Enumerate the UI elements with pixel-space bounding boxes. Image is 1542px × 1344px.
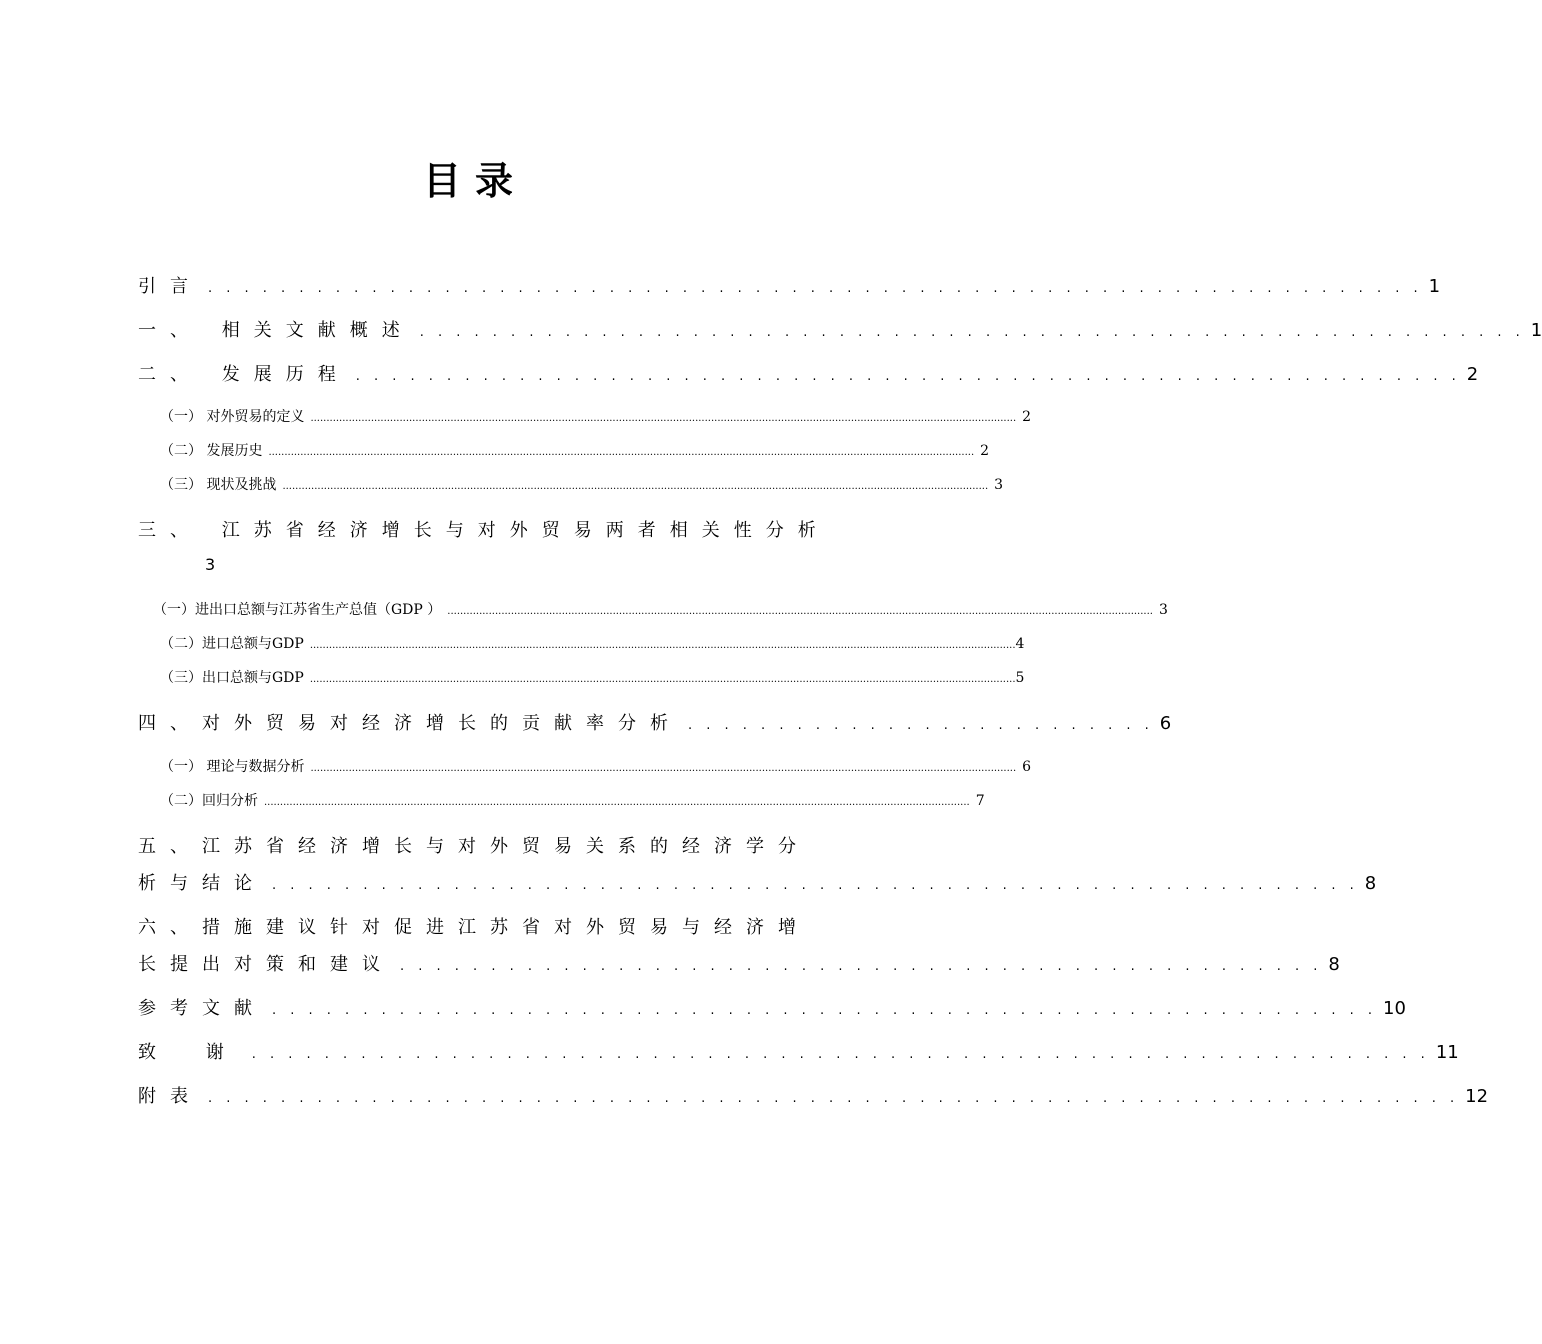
toc-entry-label: 三、 江苏省经济增长与对外贸易两者相关性分析 xyxy=(138,520,830,541)
toc-entry-page: 8 xyxy=(1328,954,1340,975)
toc-entry[interactable] xyxy=(138,709,1172,735)
toc-entry-page: 11 xyxy=(1435,1042,1459,1063)
toc-entry-page: 6 xyxy=(1159,713,1172,734)
toc-entry-page: 8 xyxy=(1364,873,1377,894)
toc-entry-page: 4 xyxy=(1015,636,1025,652)
toc-entry-label: （二）进口总额与GDP xyxy=(160,636,304,652)
toc-entry[interactable] xyxy=(138,869,1377,895)
toc-entry-page: 3 xyxy=(1158,602,1168,618)
toc-entry-label: 一、 相关文献概述 xyxy=(138,320,414,341)
leader-dots: .............................................................................................................................................................................................................................. xyxy=(310,413,1017,424)
toc-entry-label: 五、江苏省经济增长与对外贸易关系的经济学分 xyxy=(138,836,810,857)
leader-dots: .............................................................................................................................................................................................................................. xyxy=(309,674,1016,685)
leader-dots: .............................................................................................................................................................................................................................. xyxy=(310,763,1017,774)
toc-entry-label: 长提出对策和建议 xyxy=(138,954,394,975)
toc-entry[interactable] xyxy=(138,994,1406,1020)
toc-entry-page: 3 xyxy=(994,477,1004,493)
toc-entry-label: 四、对外贸易对经济增长的贡献率分析 xyxy=(138,713,682,734)
leader-dots: .............................................................................................................................................................................................................................. xyxy=(282,481,989,492)
toc-entry-label: （三） 现状及挑战 xyxy=(160,477,277,493)
toc-entry[interactable] xyxy=(160,474,1004,494)
toc-entry-page: 2 xyxy=(1466,364,1479,385)
toc-entry-label: （一）进出口总额与江苏省生产总值（GDP ） xyxy=(153,602,442,618)
toc-entry-page: 3 xyxy=(205,555,216,574)
toc-entry[interactable] xyxy=(138,316,1542,342)
leader-dots: . . . . . . . . . . . . . . . . . . . . . . . . . . . . . . . . . . . . . . . . . . . . . . . . . . . . . . . . . . . . . . . . . xyxy=(251,1047,1430,1062)
toc-entry[interactable] xyxy=(138,950,1340,976)
toc-entry[interactable] xyxy=(138,272,1441,298)
leader-dots: .............................................................................................................................................................................................................................. xyxy=(264,797,970,808)
toc-entry[interactable] xyxy=(160,756,1032,776)
toc-entry-page: 2 xyxy=(980,443,990,459)
toc-entry-page: 10 xyxy=(1383,998,1406,1019)
leader-dots: .............................................................................................................................................................................................................................. xyxy=(309,640,1016,651)
leader-dots: . . . . . . . . . . . . . . . . . . . . . . . . . . . . . . . . . . . . . . . . . . . . . . . . . . . . . . . . . . . . . xyxy=(419,325,1525,340)
toc-entry-page: 1 xyxy=(1530,320,1542,341)
toc-entry-label: （一） 对外贸易的定义 xyxy=(160,409,305,425)
toc-entry-label: （二） 发展历史 xyxy=(160,443,263,459)
leader-dots: . . . . . . . . . . . . . . . . . . . . . . . . . . . . . . . . . . . . . . . . . . . . . . . . . . . . . . . . . . . . . xyxy=(272,1003,1378,1018)
toc-entry[interactable] xyxy=(160,633,1025,653)
toc-entry-label: 六、措施建议针对促进江苏省对外贸易与经济增 xyxy=(138,917,810,938)
toc-entry[interactable] xyxy=(153,599,1168,619)
toc-entry-label: （二）回归分析 xyxy=(160,793,258,809)
toc-entry-label: （一） 理论与数据分析 xyxy=(160,759,305,775)
toc-entry[interactable] xyxy=(160,667,1025,687)
leader-dots: . . . . . . . . . . . . . . . . . . . . . . . . . . . . . . . . . . . . . . . . . . . . . . . . . . . xyxy=(400,959,1323,974)
toc-entry-label: 附表 xyxy=(138,1086,202,1107)
leader-dots: .............................................................................................................................................................................................................................. xyxy=(268,447,975,458)
toc-entry-label: 参考文献 xyxy=(138,998,266,1019)
toc-entry-label: 二、 发展历程 xyxy=(138,364,350,385)
leader-dots: . . . . . . . . . . . . . . . . . . . . . . . . . . xyxy=(688,718,1154,733)
toc-entry-label: 析与结论 xyxy=(138,873,266,894)
toc-entry[interactable] xyxy=(138,360,1479,386)
toc-entry[interactable] xyxy=(138,913,850,939)
toc-entry-page: 5 xyxy=(1015,670,1025,686)
leader-dots: . . . . . . . . . . . . . . . . . . . . . . . . . . . . . . . . . . . . . . . . . . . . . . . . . . . . . . . . . . . . . . . . . . . xyxy=(208,281,1423,296)
toc-entry-page: 1 xyxy=(1428,276,1441,297)
toc-entry[interactable] xyxy=(160,406,1032,426)
toc-entry-label: （三）出口总额与GDP xyxy=(160,670,304,686)
toc-entry-label: 引言 xyxy=(138,276,202,297)
toc-entry[interactable] xyxy=(138,1082,1489,1108)
toc-entry[interactable] xyxy=(138,1038,1459,1064)
toc-entry-page: 7 xyxy=(975,793,985,809)
toc-entry-page: 2 xyxy=(1022,409,1032,425)
leader-dots: . . . . . . . . . . . . . . . . . . . . . . . . . . . . . . . . . . . . . . . . . . . . . . . . . . . . . . . . . . . . xyxy=(272,878,1359,893)
toc-entry[interactable] xyxy=(160,440,990,460)
toc-entry[interactable] xyxy=(160,790,985,810)
toc-entry[interactable] xyxy=(138,832,850,858)
leader-dots: . . . . . . . . . . . . . . . . . . . . . . . . . . . . . . . . . . . . . . . . . . . . . . . . . . . . . . . . . . . . . xyxy=(355,369,1461,384)
leader-dots: .............................................................................................................................................................................................................................. xyxy=(447,606,1153,617)
leader-dots: . . . . . . . . . . . . . . . . . . . . . . . . . . . . . . . . . . . . . . . . . . . . . . . . . . . . . . . . . . . . . . . . . . . . . xyxy=(208,1091,1460,1106)
toc-entry-page: 12 xyxy=(1465,1086,1489,1107)
toc-entry[interactable] xyxy=(138,516,850,542)
toc-entry-label: 致 谢 xyxy=(138,1042,246,1063)
toc-entry-page: 6 xyxy=(1022,759,1032,775)
toc-title: 目录 xyxy=(422,159,527,203)
